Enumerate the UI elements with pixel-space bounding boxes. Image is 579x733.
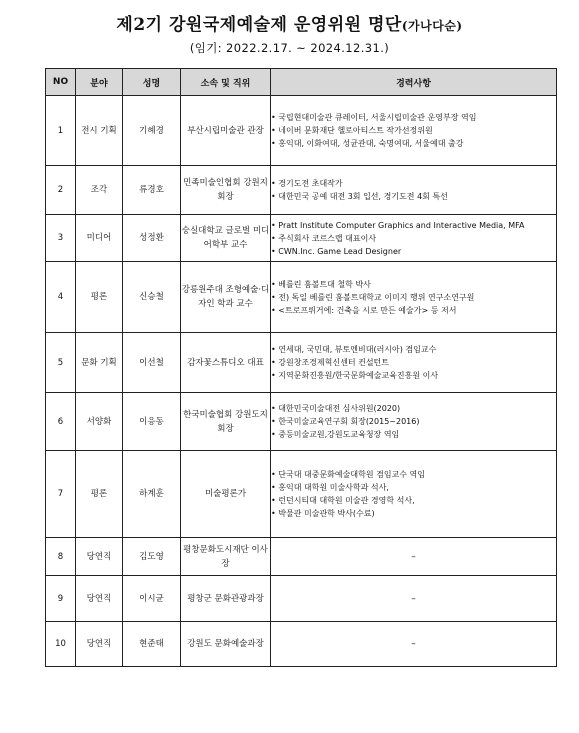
- career-item: • 주식회사 코르스랩 대표이사: [271, 232, 556, 245]
- career-item: • Pratt Institute Computer Graphics and Interactive Media, MFA: [271, 219, 556, 232]
- career-item: • 전) 독일 베를린 훔볼트대학교 이미지 행위 연구소연구원: [271, 291, 556, 304]
- row-number: 5: [46, 333, 76, 393]
- career-item: • 지역문화진흥원/한국문화예술교육진흥원 이사: [271, 369, 556, 382]
- row-field: 평론: [76, 262, 123, 333]
- row-career: –: [271, 622, 557, 667]
- row-member-name: 류경호: [123, 166, 181, 215]
- row-member-name: 이선철: [123, 333, 181, 393]
- career-item: • 단국대 대중문화예술대학원 겸임교수 역임: [271, 468, 556, 481]
- table-row: [46, 393, 557, 451]
- career-item: • 런던시티대 대학원 미술관 경영학 석사,: [271, 494, 556, 507]
- table-row: [46, 622, 557, 667]
- row-member-name: 신승철: [123, 262, 181, 333]
- row-career: [271, 393, 557, 451]
- career-item: • 강원창조경제혁신센터 컨설턴트: [271, 356, 556, 369]
- career-item: • <트로프뤼거에: 건축을 시로 만든 예술가> 등 저서: [271, 304, 556, 317]
- committee-table: [45, 68, 557, 667]
- row-field: 전시 기획: [76, 96, 123, 166]
- table-row: [46, 96, 557, 166]
- term-period: (임기: 2022.2.17. ~ 2024.12.31.): [189, 41, 390, 55]
- row-number: 7: [46, 451, 76, 538]
- title-main: 제2기 강원국제예술제 운영위원 명단: [116, 15, 402, 35]
- career-item: • 베를린 훔볼트대 철학 박사: [271, 278, 556, 291]
- row-field: 문화 기획: [76, 333, 123, 393]
- row-career: [271, 215, 557, 262]
- header-affiliation: 소속 및 직위: [181, 69, 271, 96]
- row-member-name: 이응동: [123, 393, 181, 451]
- career-item: • 국립현대미술관 큐레이터, 서울시립미술관 운영부장 역임: [271, 111, 556, 124]
- row-affiliation: 민족미술인협회 강원지회장: [181, 166, 271, 215]
- table-row: [46, 333, 557, 393]
- row-field: 당연직: [76, 576, 123, 622]
- table-row: [46, 166, 557, 215]
- career-item: • 네이버 문화재단 헬로아티스트 작가선정위원: [271, 124, 556, 137]
- row-field: 미디어: [76, 215, 123, 262]
- row-member-name: 현준태: [123, 622, 181, 667]
- career-item: • 한국미술교육연구회 회장(2015~2016): [271, 415, 556, 428]
- row-field: 당연직: [76, 538, 123, 576]
- row-member-name: 이시균: [123, 576, 181, 622]
- table-row: [46, 538, 557, 576]
- row-affiliation: 미술평론가: [181, 451, 271, 538]
- row-career: –: [271, 538, 557, 576]
- row-affiliation: 한국미술협회 강원도지회장: [181, 393, 271, 451]
- career-item: • 대한민국미술대전 심사위원(2020): [271, 402, 556, 415]
- career-item: • 홍익대, 이화여대, 성균관대, 숙명여대, 서울예대 출강: [271, 137, 556, 150]
- header-no: NO: [46, 69, 76, 96]
- row-affiliation: 숭실대학교 글로벌 미디어학부 교수: [181, 215, 271, 262]
- row-member-name: 하계훈: [123, 451, 181, 538]
- row-affiliation: 평창군 문화관광과장: [181, 576, 271, 622]
- career-item: • 경기도전 초대작가: [271, 177, 556, 190]
- row-career: [271, 451, 557, 538]
- row-career: [271, 333, 557, 393]
- career-item: • CWN.Inc. Game Lead Designer: [271, 245, 556, 258]
- table-row: [46, 215, 557, 262]
- row-field: 평론: [76, 451, 123, 538]
- row-career: [271, 96, 557, 166]
- row-career: [271, 262, 557, 333]
- career-item: • 박물관 미술관학 박사(수료): [271, 507, 556, 520]
- row-number: 10: [46, 622, 76, 667]
- page-title: [0, 10, 579, 35]
- table-row: [46, 451, 557, 538]
- career-item: • 대한민국 공예 대전 3회 입선, 경기도전 4회 특선: [271, 190, 556, 203]
- career-item: • 중등미술교원,강원도교육청장 역임: [271, 428, 556, 441]
- row-member-name: 성정환: [123, 215, 181, 262]
- row-career: [271, 166, 557, 215]
- row-affiliation: 부산시립미술관 관장: [181, 96, 271, 166]
- row-number: 9: [46, 576, 76, 622]
- row-field: 당연직: [76, 622, 123, 667]
- row-number: 1: [46, 96, 76, 166]
- table-row: [46, 576, 557, 622]
- row-member-name: 기혜경: [123, 96, 181, 166]
- row-affiliation: 강원도 문화예술과장: [181, 622, 271, 667]
- row-affiliation: 강릉원주대 조형예술·디자인 학과 교수: [181, 262, 271, 333]
- row-member-name: 김도영: [123, 538, 181, 576]
- header-name: 성명: [123, 69, 181, 96]
- row-field: 조각: [76, 166, 123, 215]
- table-header-row: [46, 69, 557, 96]
- row-career: –: [271, 576, 557, 622]
- header-career: 경력사항: [271, 69, 557, 96]
- career-item: • 홍익대 대학원 미술사학과 석사,: [271, 481, 556, 494]
- row-field: 서양화: [76, 393, 123, 451]
- row-number: 3: [46, 215, 76, 262]
- row-number: 4: [46, 262, 76, 333]
- career-item: • 연세대, 국민대, 뷰토엔비대(러시아) 겸임교수: [271, 343, 556, 356]
- row-affiliation: 감자꽃스튜디오 대표: [181, 333, 271, 393]
- title-suffix: (가나다순): [401, 19, 463, 33]
- header-field: 분야: [76, 69, 123, 96]
- row-number: 2: [46, 166, 76, 215]
- row-affiliation: 평창문화도시재단 이사장: [181, 538, 271, 576]
- row-number: 8: [46, 538, 76, 576]
- row-number: 6: [46, 393, 76, 451]
- table-row: [46, 262, 557, 333]
